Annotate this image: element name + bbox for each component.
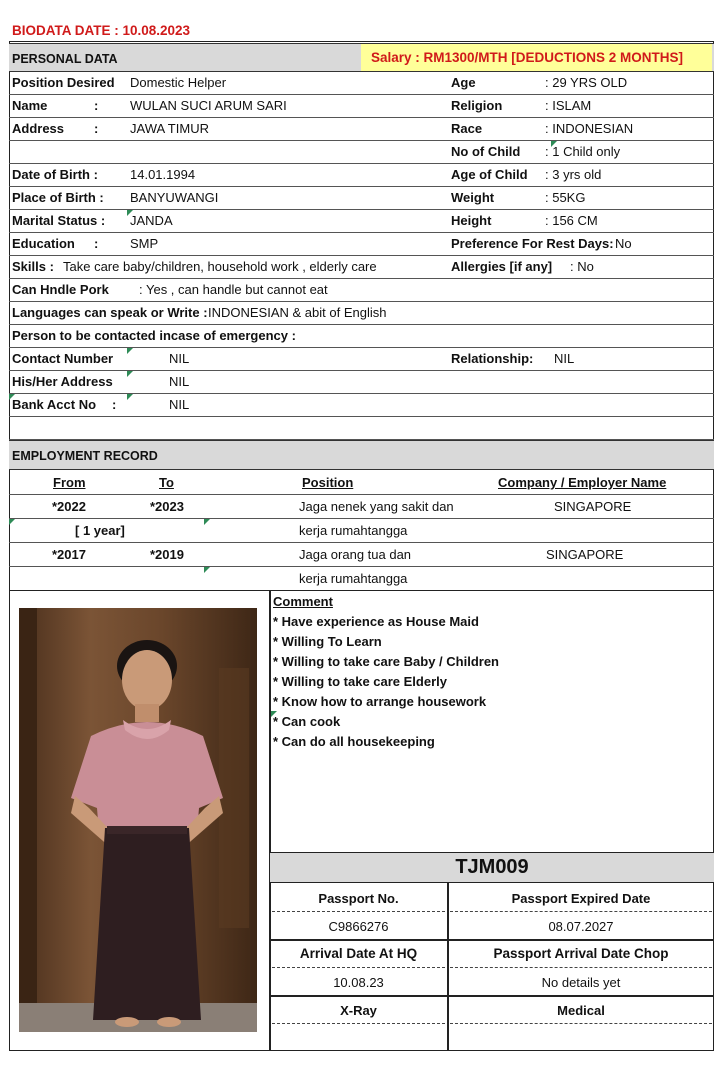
biodata-date: BIODATA DATE : 10.08.2023 <box>12 23 191 38</box>
contact-label: Contact Number <box>12 351 114 366</box>
row-position <box>9 72 714 95</box>
passport-no-value: C9866276 <box>328 919 389 934</box>
portrait-image <box>19 608 257 1032</box>
marital-label: Marital Status : <box>12 213 106 228</box>
row-bank <box>9 394 714 417</box>
comment-6: * Can cook <box>273 714 341 729</box>
employment-row-2b <box>9 567 714 591</box>
skills-value: Take care baby/children, household work , elderly care <box>63 259 377 274</box>
name-label: Name <box>12 98 48 113</box>
height-label: Height <box>451 213 492 228</box>
dob-value: 14.01.1994 <box>130 167 196 182</box>
employment-row-1 <box>9 495 714 519</box>
salary-banner: Salary : RM1300/MTH [DEDUCTIONS 2 MONTHS] <box>361 44 712 71</box>
age-of-child-label: Age of Child <box>451 167 528 182</box>
row-address <box>9 118 714 141</box>
religion-label: Religion <box>451 98 503 113</box>
xray-label: X-Ray <box>340 1003 377 1018</box>
col-company: Company / Employer Name <box>498 475 667 490</box>
cell-marker-icon <box>204 567 210 573</box>
row-languages <box>9 302 714 325</box>
languages-label: Languages can speak or Write : <box>12 305 208 320</box>
row-pork <box>9 279 714 302</box>
cell-marker-icon <box>9 519 15 525</box>
employment-row-2 <box>9 543 714 567</box>
comment-1: * Have experience as House Maid <box>273 614 479 629</box>
age-value: : 29 YRS OLD <box>545 75 628 90</box>
rest-days-value: No <box>615 236 632 251</box>
dash-line <box>450 911 712 912</box>
relationship-value: NIL <box>554 351 575 366</box>
address-value: JAWA TIMUR <box>130 121 209 136</box>
row-his-address <box>9 371 714 394</box>
no-of-child-value: : 1 Child only <box>545 144 621 159</box>
arrival-label: Arrival Date At HQ <box>299 946 418 961</box>
candidate-code: TJM009 <box>455 856 529 878</box>
position-value: Domestic Helper <box>130 75 227 90</box>
allergies-label: Allergies [if any] <box>451 259 553 274</box>
contact-value: NIL <box>169 351 190 366</box>
weight-label: Weight <box>451 190 495 205</box>
cell-marker-icon <box>204 519 210 525</box>
cell-marker-icon <box>127 371 133 377</box>
emp1-to: *2023 <box>150 499 184 514</box>
name-colon: : <box>94 98 99 113</box>
emp2-position: Jaga orang tua dan <box>299 547 412 562</box>
emp1-position: Jaga nenek yang sakit dan <box>299 499 454 514</box>
emp1-from: *2022 <box>52 499 86 514</box>
row-education <box>9 233 714 256</box>
cell-marker-icon <box>127 348 133 354</box>
education-label: Education <box>12 236 75 251</box>
pork-label: Can Hndle Pork <box>12 282 109 297</box>
relationship-label: Relationship: <box>451 351 534 366</box>
bank-label: Bank Acct No <box>12 397 97 412</box>
marital-value: JANDA <box>130 213 173 228</box>
his-address-value: NIL <box>169 374 190 389</box>
allergies-value: : No <box>570 259 594 274</box>
emp2-from: *2017 <box>52 547 86 562</box>
dash-line <box>272 967 445 968</box>
religion-value: : ISLAM <box>545 98 592 113</box>
pork-value: : Yes , can handle but cannot eat <box>139 282 328 297</box>
comment-4: * Willing to take care Elderly <box>273 674 447 689</box>
dash-line <box>450 967 712 968</box>
col-to: To <box>159 475 174 490</box>
comment-7: * Can do all housekeeping <box>273 734 435 749</box>
row-name <box>9 95 714 118</box>
passport-exp-value: 08.07.2027 <box>548 919 614 934</box>
dob-label: Date of Birth : <box>12 167 98 182</box>
dash-line <box>272 1023 445 1024</box>
address-label: Address <box>12 121 65 136</box>
passport-no-label: Passport No. <box>318 891 399 906</box>
no-of-child-label: No of Child <box>451 144 521 159</box>
race-label: Race <box>451 121 483 136</box>
race-value: : INDONESIAN <box>545 121 634 136</box>
emp1-company: SINGAPORE <box>554 499 632 514</box>
emergency-label: Person to be contacted incase of emergency : <box>12 328 296 343</box>
weight-value: : 55KG <box>545 190 586 205</box>
emp1-duration: [ 1 year] <box>75 523 125 538</box>
employment-columns <box>9 470 714 495</box>
passport-row-line <box>270 939 714 941</box>
employment-header <box>9 440 714 470</box>
row-dob <box>9 164 714 187</box>
emp2-company: SINGAPORE <box>546 547 624 562</box>
emp2-to: *2019 <box>150 547 184 562</box>
passport-divider <box>447 883 449 1051</box>
emp2-position-cont: kerja rumahtangga <box>299 571 408 586</box>
comment-title: Comment <box>273 594 333 609</box>
comment-3: * Willing to take care Baby / Children <box>273 654 499 669</box>
personal-data-header <box>9 43 714 72</box>
age-label: Age <box>451 75 476 90</box>
education-value: SMP <box>130 236 159 251</box>
chop-label: Passport Arrival Date Chop <box>493 946 669 961</box>
row-skills <box>9 256 714 279</box>
row-pob <box>9 187 714 210</box>
cell-marker-icon <box>127 394 133 400</box>
address-colon: : <box>94 121 99 136</box>
name-value: WULAN SUCI ARUM SARI <box>130 98 287 113</box>
row-children <box>9 141 714 164</box>
emp1-position-cont: kerja rumahtangga <box>299 523 408 538</box>
age-of-child-value: : 3 yrs old <box>545 167 602 182</box>
row-blank <box>9 417 714 440</box>
personal-data-title: PERSONAL DATA <box>12 52 118 66</box>
employment-title: EMPLOYMENT RECORD <box>12 449 158 463</box>
bank-value: NIL <box>169 397 190 412</box>
bank-colon: : <box>112 397 117 412</box>
passport-row-line <box>270 995 714 997</box>
chop-value: No details yet <box>541 975 621 990</box>
height-value: : 156 CM <box>545 213 598 228</box>
employment-row-1b <box>9 519 714 543</box>
pob-label: Place of Birth : <box>12 190 104 205</box>
arrival-value: 10.08.23 <box>333 975 384 990</box>
languages-value: INDONESIAN & abit of English <box>208 305 387 320</box>
skills-label: Skills : <box>12 259 54 274</box>
medical-label: Medical <box>557 1003 605 1018</box>
rest-days-label: Preference For Rest Days: <box>451 236 614 251</box>
position-label: Position Desired <box>12 75 115 90</box>
row-contact <box>9 348 714 371</box>
passport-exp-label: Passport Expired Date <box>511 891 651 906</box>
col-position: Position <box>302 475 354 490</box>
code-header <box>270 852 714 883</box>
pob-value: BANYUWANGI <box>130 190 219 205</box>
row-emergency <box>9 325 714 348</box>
dash-line <box>272 911 445 912</box>
dash-line <box>450 1023 712 1024</box>
candidate-photo <box>19 608 257 1032</box>
row-marital <box>9 210 714 233</box>
education-colon: : <box>94 236 99 251</box>
comment-5: * Know how to arrange housework <box>273 694 487 709</box>
col-from: From <box>53 475 86 490</box>
his-address-label: His/Her Address <box>12 374 113 389</box>
comment-2: * Willing To Learn <box>273 634 382 649</box>
